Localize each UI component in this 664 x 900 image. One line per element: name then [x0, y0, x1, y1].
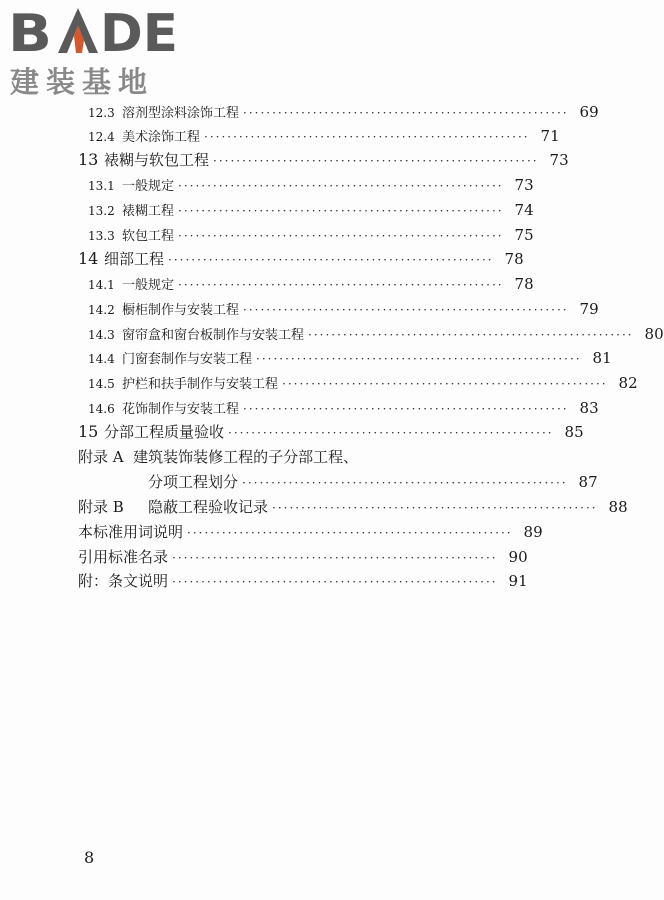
toc-entry-number: 14: [78, 249, 99, 268]
toc-entry-number: 13.1: [88, 179, 115, 193]
toc-entry-title: 细部工程: [104, 250, 165, 268]
toc-entry-title: 分部工程质量验收: [104, 423, 225, 441]
toc-entry-number: 15: [78, 422, 99, 441]
toc-entry-number: 13.3: [88, 229, 115, 243]
toc-entry-page: 78: [504, 250, 524, 268]
leader-dots: ························································: [213, 154, 539, 168]
toc-entry: [78, 420, 584, 444]
toc-entry-number: 13: [78, 150, 99, 169]
toc-entry-page: 81: [592, 349, 612, 367]
toc-entry-title: 本标准用词说明: [78, 523, 184, 541]
toc-entry: [78, 545, 528, 569]
toc-entry-page: 80: [644, 325, 664, 343]
svg-text:DE: DE: [100, 4, 178, 64]
toc-entry: [88, 371, 638, 395]
toc-entry-number: 14.5: [88, 377, 115, 391]
leader-dots: ························································: [168, 253, 494, 267]
leader-dots: ························································: [272, 501, 598, 515]
toc-entry-page: 89: [523, 523, 543, 541]
toc-entry-page: 85: [564, 423, 584, 441]
page-number: 8: [84, 848, 95, 867]
toc-entry: [78, 148, 569, 172]
toc-entry-page: 78: [514, 275, 534, 293]
toc-entry-title: 引用标准名录: [78, 548, 169, 566]
toc-entry-number: 14.4: [88, 352, 115, 366]
toc-entry-title: 隐蔽工程验收记录: [148, 498, 269, 516]
leader-dots: ························································: [228, 426, 554, 440]
toc-entry-number: 14.3: [88, 328, 115, 342]
toc-entry: [88, 198, 534, 222]
leader-dots: ························································: [242, 476, 568, 490]
toc-entry-title: 窗帘盒和窗台板制作与安装工程: [122, 328, 305, 343]
leader-dots: ························································: [187, 526, 513, 540]
leader-dots: ························································: [243, 303, 569, 317]
leader-dots: ························································: [308, 328, 634, 342]
logo-tagline: 建装基地: [10, 65, 155, 99]
leader-dots: ························································: [178, 229, 504, 243]
toc-entry-title: 附：条文说明: [78, 572, 169, 590]
leader-dots: ························································: [178, 204, 504, 218]
toc-entry-title: 建筑装饰装修工程的子分部工程、: [133, 448, 359, 466]
toc-entry: [78, 247, 524, 271]
toc-entry-title: 分项工程划分: [148, 473, 239, 491]
toc-entry: [88, 173, 534, 197]
toc-entry-number: 14.6: [88, 402, 115, 416]
leader-dots: ························································: [243, 402, 569, 416]
toc-entry: [88, 100, 599, 124]
logo: [8, 4, 178, 99]
toc-entry-title: 一般规定: [122, 179, 175, 194]
toc-entry: [88, 346, 612, 370]
toc-entry-title: 花饰制作与安装工程: [122, 402, 240, 417]
toc-entry-number: 附录 B: [78, 498, 124, 516]
toc-entry-number: 附录 A: [78, 448, 124, 466]
toc-entry-appendix-a-line1: [78, 446, 358, 467]
toc-entry-title: 裱糊工程: [122, 204, 175, 219]
toc-entry-title: 一般规定: [122, 278, 175, 293]
toc-entry: [88, 396, 599, 420]
toc-entry-page: 75: [514, 226, 534, 244]
toc-entry-page: 73: [549, 151, 569, 169]
toc-entry-page: 74: [514, 201, 534, 219]
toc-entry-number: 14.2: [88, 303, 115, 317]
toc-entry-page: 82: [618, 374, 638, 392]
toc-entry: [88, 322, 664, 346]
toc-entry-title: 橱柜制作与安装工程: [122, 303, 240, 318]
leader-dots: ························································: [282, 377, 608, 391]
leader-dots: ························································: [243, 106, 569, 120]
toc-entry-number: 14.1: [88, 278, 115, 292]
toc-entry: [78, 495, 628, 519]
toc-entry-title: 门窗套制作与安装工程: [122, 352, 253, 367]
toc-entry-number: 12.3: [88, 106, 115, 120]
toc-entry: [88, 272, 534, 296]
toc-entry-title: 裱糊与软包工程: [104, 151, 210, 169]
toc-entry-page: 90: [508, 548, 528, 566]
toc-entry-number: 12.4: [88, 130, 115, 144]
toc-entry-page: 79: [579, 300, 599, 318]
toc-entry-page: 91: [508, 572, 528, 590]
toc-entry: [78, 569, 528, 593]
toc-entry: [78, 520, 543, 544]
leader-dots: ························································: [256, 352, 582, 366]
toc-entry: [88, 124, 560, 148]
toc-entry-title: 溶剂型涂料涂饰工程: [122, 106, 240, 121]
toc-entry: [88, 297, 599, 321]
toc-entry-title: 软包工程: [122, 229, 175, 244]
toc-entry-page: 69: [579, 103, 599, 121]
toc-entry-page: 73: [514, 176, 534, 194]
logo-wordmark: [8, 4, 178, 64]
toc-entry-page: 88: [608, 498, 628, 516]
leader-dots: ························································: [172, 551, 498, 565]
toc-entry: [148, 470, 598, 494]
toc-entry-page: 83: [579, 399, 599, 417]
leader-dots: ························································: [178, 179, 504, 193]
leader-dots: ························································: [204, 130, 530, 144]
toc-entry-title: 护栏和扶手制作与安装工程: [122, 377, 279, 392]
svg-text:B: B: [8, 4, 52, 64]
toc-entry-number: 13.2: [88, 204, 115, 218]
toc-entry-page: 71: [540, 127, 560, 145]
toc-entry-page: 87: [578, 473, 598, 491]
toc-entry-title: 美术涂饰工程: [122, 130, 201, 145]
leader-dots: ························································: [172, 575, 498, 589]
toc-entry: [88, 223, 534, 247]
leader-dots: ························································: [178, 278, 504, 292]
